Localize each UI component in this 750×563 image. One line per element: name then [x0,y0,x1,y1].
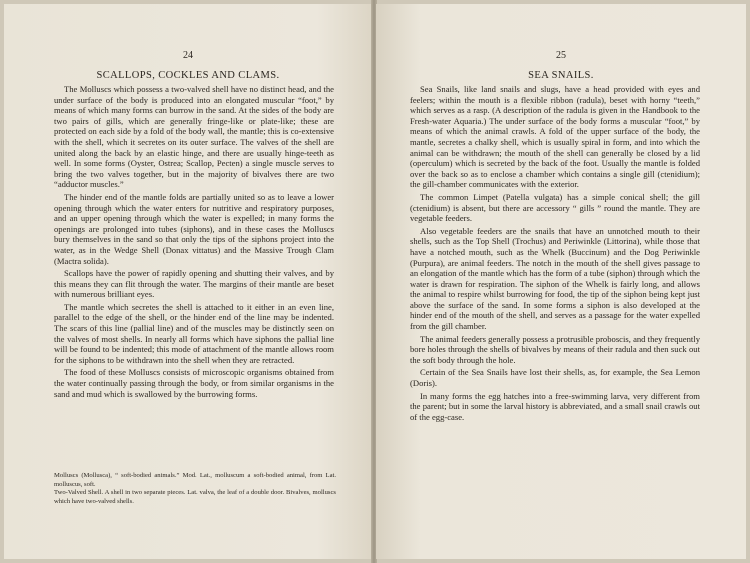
page-heading: SCALLOPS, COCKLES AND CLAMS. [96,70,280,81]
page-number: 25 [556,50,566,61]
paragraph: The hinder end of the mantle folds are partially united so as to leave a lower opening through which the water enters for nutritive and respiratory purposes, and an upper opening through which the water is expelled; in many forms the openings are prolonged into tubes (siphons), and in these cases the Molluscs bury themselves in the sand so that only the tips of the siphons project into the water, as in the Wedge Shell (Donax vittatus) and the Massive Trough Clam (Mactra solida). [54,191,334,266]
page-number: 24 [183,50,193,61]
paragraph: Sea Snails, like land snails and slugs, have a head provided with eyes and feelers; within the mouth is a flexible ribbon (radula), beset with horny “teeth,” which serves as a rasp. (A description of the radula is given in the Handbook to the Fresh-water Aquaria.) The under surface of the body forms a muscular “foot,” by means of which the animal crawls. A fold of the upper surface of the body, the mantle, secretes a chalky shell, which is usually spiral in form, and into which the animal can be withdrawn; the mouth of the shell can generally be closed by a lid (operculum) which is secreted by the back of the foot. Usually the mantle is folded over the back so as to enclose a chamber which contains a single gill (ctenidium); the gill-chamber communicates with the exterior. [410,84,700,190]
footnotes [54,472,336,506]
paragraph: Scallops have the power of rapidly opening and shutting their valves, and by this means they can flit through the water. The margins of their mantle are beset with numerous brilliant eyes. [54,268,334,300]
paragraph: In many forms the egg hatches into a free-swimming larva, very different from the parent; but in some the larval history is abbreviated, and a small snail crawls out of the egg-case. [410,390,700,422]
paragraph: The animal feeders generally possess a protrusible proboscis, and they frequently bore holes through the shells of bivalves by means of their radula and then suck out the soft body through the hole. [410,333,700,365]
page-body [410,84,700,424]
paragraph: Certain of the Sea Snails have lost their shells, as, for example, the Sea Lemon (Doris). [410,367,700,389]
footnote: Molluscs (Mollusca), “ soft-bodied animals.” Mod. Lat., molluscum a soft-bodied animal, from Lat. molluscus, soft. [54,472,336,488]
paragraph: The Molluscs which possess a two-valved shell have no distinct head, and the under surface of the body is produced into an elongated muscular “foot,” by means of which many forms can burrow in the sand. At the sides of the body are two pairs of gills, which are generally fringe-like or plate-like; these are protected on each side by a fold of the body wall, the mantle; this is co-extensive with the shell, which it secretes on its outer surface. The valves of the shell are united along the back by an elastic hinge, and there are usually hinge-teeth as well. In some forms (Oyster, Ostrea; Scallop, Pecten) a single muscle serves to bring the two valves together, but in the majority of bivalves there are two “adductor muscles.” [54,84,334,190]
paragraph: The common Limpet (Patella vulgata) has a simple conical shell; the gill (ctenidium) is absent, but there are accessory “ gills ” round the mantle. They are vegetable feeders. [410,191,700,224]
page-body [54,84,334,401]
page-heading: SEA SNAILS. [528,70,594,81]
paragraph: The food of these Molluscs consists of microscopic organisms obtained from the water continually passing through the body, or from similar organisms in the sand and mud which is swallowed by the burrowing forms. [54,367,334,399]
left-page [4,4,373,559]
right-page [376,4,746,559]
paragraph: The mantle which secretes the shell is attached to it either in an even line, parallel to the edge of the shell, or the hinder end of the line may be indented. The scars of this line (pallial line) and of the muscles may be distinctly seen on the valves of most shells. In nearly all forms which have siphons the pallial line will be found to be indented; this mode of attachment of the mantle allows room for the siphons to be withdrawn into the shell when they are retracted. [54,301,334,365]
footnote: Two-Valved Shell. A shell in two separate pieces. Lat. valva, the leaf of a double door. Bivalves, molluscs which have two-valved shells. [54,489,336,505]
paragraph: Also vegetable feeders are the snails that have an unnotched mouth to their shells, such as the Top Shell (Trochus) and Periwinkle (Littorina), while those that have a notched mouth, such as the Whelk (Buccinum) and the Dog Periwinkle (Purpura), are animal feeders. The notch in the mouth of the shell gives passage to an elongation of the mantle which has the form of a tube (siphon) through which the water is drawn for respiration. The siphon of the Whelk is fairly long, and allows the animal to respire whilst burrowing for food, the tip of the siphon being kept just above the surface of the sand. In some forms a siphon is also developed at the hinder end of the mouth of the shell, and serves as a passage for the water expelled from the gill chamber. [410,225,700,332]
